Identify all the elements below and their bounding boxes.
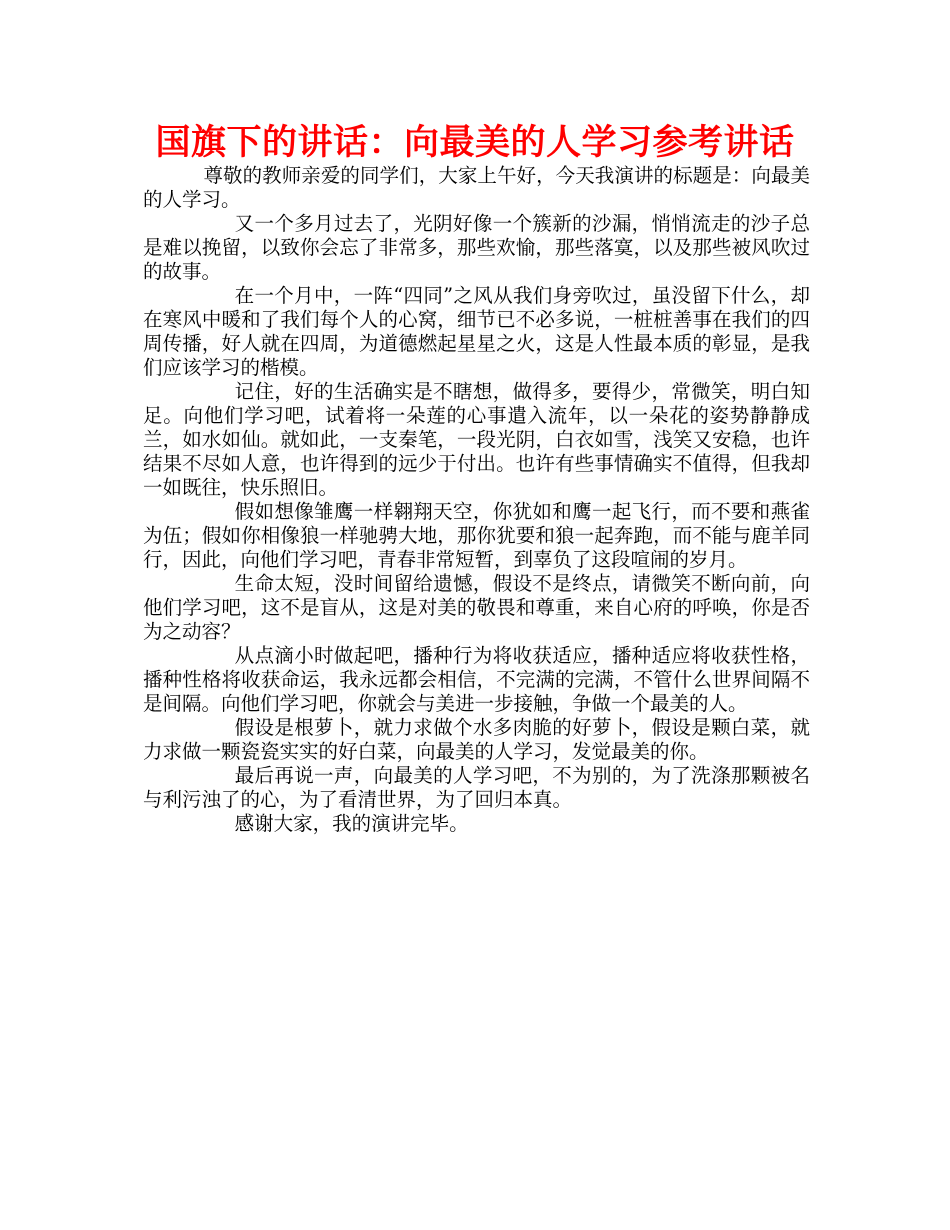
paragraph: 生命太短，没时间留给遗憾，假设不是终点，请微笑不断向前，向他们学习吧，这不是盲从，这是对美的敬畏和尊重，来自心府的呼唤，你是否为之动容？: [143, 572, 810, 643]
paragraph: 记住，好的生活确实是不瞎想，做得多，要得少，常微笑，明白知足。向他们学习吧，试着将一朵莲的心事遣入流年，以一朵花的姿势静静成兰，如水如仙。就如此，一支秦笔，一段光阴，白衣如雪，浅笑又安稳，也许结果不尽如人意，也许得到的远少于付出。也许有些事情确实不值得，但我却一如既往，快乐照旧。: [143, 380, 810, 499]
paragraph-closing: 感谢大家，我的演讲完毕。: [234, 812, 469, 835]
paragraph: 从点滴小时做起吧，播种行为将收获适应，播种适应将收获性格，播种性格将收获命运，我永远都会相信，不完满的完满，不管什么世界间隔不是间隔。向他们学习吧，你就会与美进一步接触，争做一个最美的人。: [143, 644, 810, 715]
paragraph-greeting: 尊敬的教师亲爱的同学们，大家上午好，今天我演讲的标题是：向最美的人学习。: [143, 164, 810, 211]
paragraph: 最后再说一声，向最美的人学习吧，不为别的，为了洗涤那颗被名与利污浊了的心，为了看清世界，为了回归本真。: [143, 764, 810, 811]
document-title: 国旗下的讲话：向最美的人学习参考讲话: [155, 123, 795, 163]
paragraph: 又一个多月过去了，光阴好像一个簇新的沙漏，悄悄流走的沙子总是难以挽留，以致你会忘了非常多，那些欢愉，那些落寞，以及那些被风吹过的故事。: [143, 212, 810, 283]
document-body: [143, 164, 810, 836]
paragraph: 在一个月中，一阵“四同”之风从我们身旁吹过，虽没留下什么，却在寒风中暖和了我们每个人的心窝，细节已不必多说，一桩桩善事在我们的四周传播，好人就在四周，为道德燃起星星之火，这是人性最本质的彰显，是我们应该学习的楷模。: [143, 284, 810, 379]
paragraph: 假如想像雏鹰一样翱翔天空，你犹如和鹰一起飞行，而不要和燕雀为伍；假如你相像狼一样驰骋大地，那你犹要和狼一起奔跑，而不能与鹿羊同行，因此，向他们学习吧，青春非常短暂，到辜负了这段喧闹的岁月。: [143, 500, 810, 571]
paragraph: 假设是根萝卜，就力求做个水多肉脆的好萝卜，假设是颗白菜，就力求做一颗瓷瓷实实的好白菜，向最美的人学习，发觉最美的你。: [143, 716, 810, 763]
